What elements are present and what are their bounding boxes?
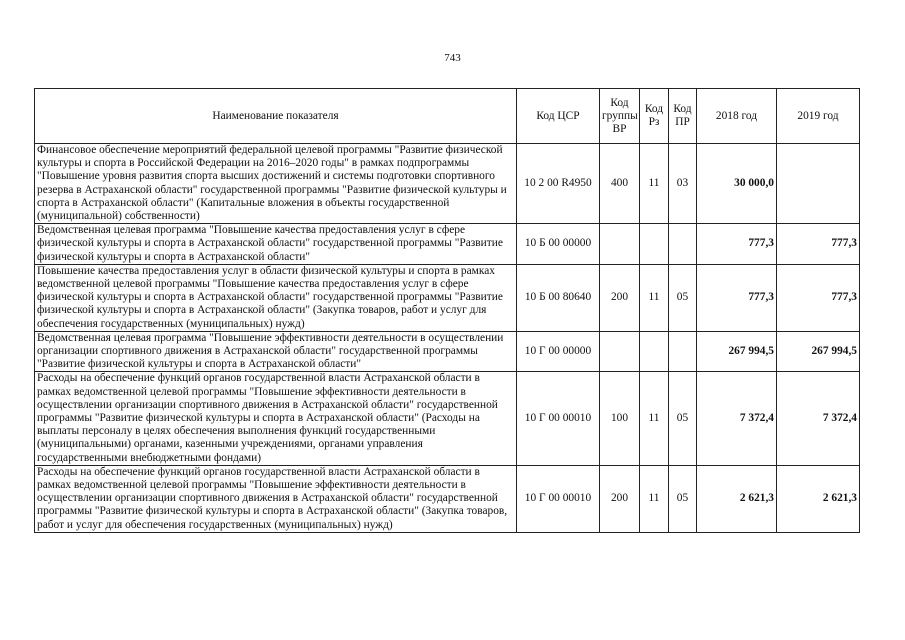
table-row (35, 331, 860, 372)
row-rz: 11 (640, 465, 669, 532)
header-name: Наименование показателя (35, 89, 517, 144)
row-csr: 10 2 00 R4950 (517, 144, 600, 224)
row-name: Расходы на обеспечение функций органов государственной власти Астраханской области в рамках ведомственной целевой программы "Повышение эффективности деятельности в осуществлении организации спортивного движения в Астраханской области" государственной программы "Развитие физической культуры и спорта в Астраханской области" (Расходы на выплаты персоналу в целях обеспечения выполнения функций государственными (муниципальными) органами, казенными учреждениями, органами управления государственными внебюджетными фондами) (35, 372, 517, 465)
row-2018: 267 994,5 (697, 331, 777, 372)
table-row (35, 465, 860, 532)
header-2018: 2018 год (697, 89, 777, 144)
header-2019: 2019 год (777, 89, 860, 144)
row-pr: 05 (669, 264, 697, 331)
row-pr: 05 (669, 465, 697, 532)
row-csr: 10 Б 00 00000 (517, 224, 600, 265)
row-2019: 267 994,5 (777, 331, 860, 372)
row-2019: 2 621,3 (777, 465, 860, 532)
budget-table (34, 88, 860, 533)
row-rz: 11 (640, 372, 669, 465)
header-pr: Код ПР (669, 89, 697, 144)
row-pr (669, 224, 697, 265)
row-vr: 200 (600, 465, 640, 532)
table-row (35, 224, 860, 265)
table-row (35, 372, 860, 465)
row-rz (640, 331, 669, 372)
row-2018: 777,3 (697, 264, 777, 331)
row-2018: 777,3 (697, 224, 777, 265)
row-pr: 03 (669, 144, 697, 224)
row-rz (640, 224, 669, 265)
row-2018: 2 621,3 (697, 465, 777, 532)
row-csr: 10 Г 00 00010 (517, 372, 600, 465)
row-vr: 200 (600, 264, 640, 331)
row-pr (669, 331, 697, 372)
row-2019: 777,3 (777, 264, 860, 331)
table-header-row (35, 89, 860, 144)
row-pr: 05 (669, 372, 697, 465)
header-rz: Код Рз (640, 89, 669, 144)
row-vr: 400 (600, 144, 640, 224)
row-name: Повышение качества предоставления услуг в области физической культуры и спорта в рамках ведомственной целевой программы "Повышение качества предоставления услуг в сфере физической культуры и спорта в Астраханской области" государственной программы "Развитие физической культуры и спорта в Астраханской области" (Закупка товаров, работ и услуг для обеспечения государственных (муниципальных) нужд) (35, 264, 517, 331)
row-name: Расходы на обеспечение функций органов государственной власти Астраханской области в рамках ведомственной целевой программы "Повышение эффективности деятельности в осуществлении организации спортивного движения в Астраханской области" государственной программы "Развитие физической культуры и спорта в Астраханской области" (Закупка товаров, работ и услуг для обеспечения государственных (муниципальных) нужд) (35, 465, 517, 532)
row-csr: 10 Г 00 00000 (517, 331, 600, 372)
row-name: Финансовое обеспечение мероприятий федеральной целевой программы "Развитие физической культуры и спорта в Российской Федерации на 2016–2020 годы" в рамках подпрограммы "Повышение уровня развития спорта высших достижений и системы подготовки спортивного резерва в Астраханской области" государственной программы "Развитие физической культуры и спорта в Астраханской области" (Капитальные вложения в объекты государственной (муниципальной) собственности) (35, 144, 517, 224)
row-2019 (777, 144, 860, 224)
row-2019: 777,3 (777, 224, 860, 265)
row-csr: 10 Б 00 80640 (517, 264, 600, 331)
header-vr: Код группы ВР (600, 89, 640, 144)
row-vr: 100 (600, 372, 640, 465)
page-number: 743 (444, 52, 461, 64)
table-row (35, 144, 860, 224)
row-rz: 11 (640, 264, 669, 331)
header-csr: Код ЦСР (517, 89, 600, 144)
row-2018: 30 000,0 (697, 144, 777, 224)
row-vr (600, 224, 640, 265)
row-2018: 7 372,4 (697, 372, 777, 465)
row-csr: 10 Г 00 00010 (517, 465, 600, 532)
row-vr (600, 331, 640, 372)
row-rz: 11 (640, 144, 669, 224)
row-2019: 7 372,4 (777, 372, 860, 465)
row-name: Ведомственная целевая программа "Повышение эффективности деятельности в осуществлении организации спортивного движения в Астраханской области" государственной программы "Развитие физической культуры и спорта в Астраханской области" (35, 331, 517, 372)
row-name: Ведомственная целевая программа "Повышение качества предоставления услуг в сфере физической культуры и спорта в Астраханской области" государственной программы "Развитие физической культуры и спорта в Астраханской области" (35, 224, 517, 265)
table-row (35, 264, 860, 331)
